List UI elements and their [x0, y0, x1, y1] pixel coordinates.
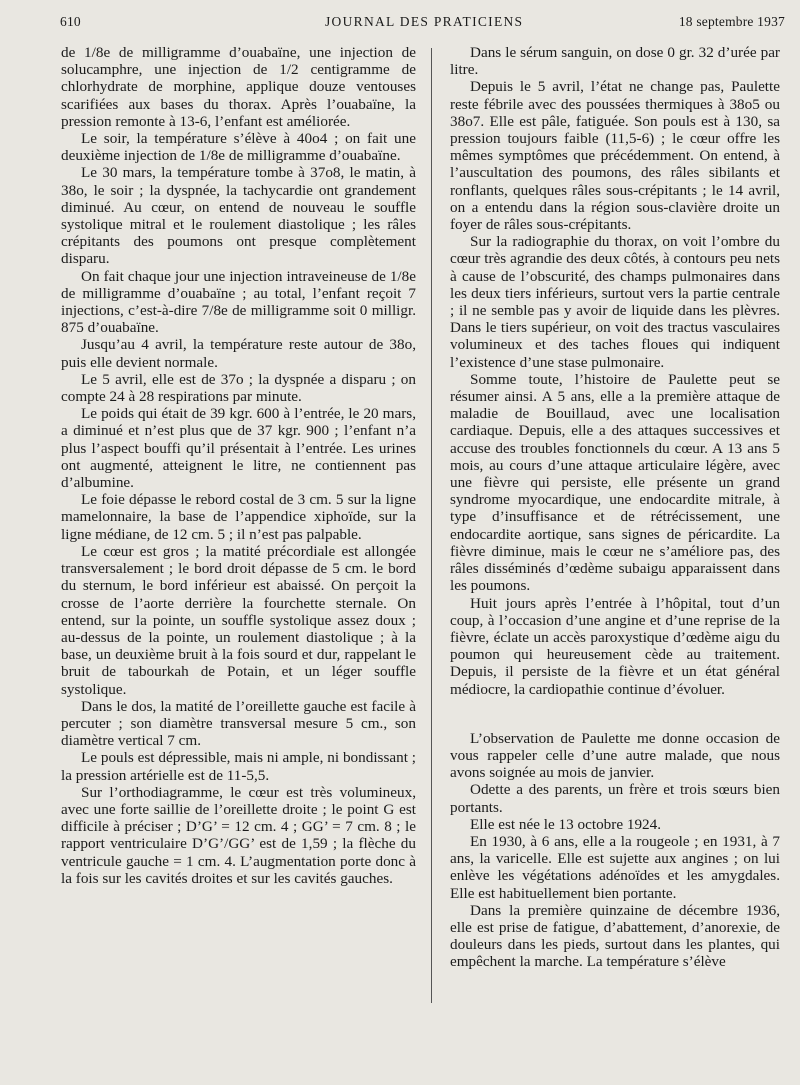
paragraph: Dans le sérum sanguin, on dose 0 gr. 32 d’urée par litre.: [450, 44, 780, 79]
paragraph: Dans la première quinzaine de décembre 1936, elle est prise de fatigue, d’abattement, d’anorexie, de douleurs dans les pieds, surtout dans les plantes, qui empêchent la marche. La température s’élève: [450, 901, 780, 971]
paragraph: Le 5 avril, elle est de 37o ; la dyspnée a disparu ; on compte 24 à 28 respirations par minute.: [61, 370, 416, 406]
paragraph: de 1/8e de milligramme d’ouabaïne, une injection de solucamphre, une injection de 1/2 centigramme de chlorhydrate de morphine, applique douze ventouses scarifiées aux bases du thorax. Après l’ouabaïne, la pression remonte à 13-6, l’enfant est améliorée.: [61, 44, 416, 130]
paragraph: Somme toute, l’histoire de Paulette peut se résumer ainsi. A 5 ans, elle a la première attaque de maladie de Bouillaud, avec une localisation cardiaque. Depuis, elle a des attaques successives et accuse des troubles fonctionnels du cœur. A 13 ans 5 mois, au cours d’une attaque articulaire légère, avec une fièvre qui persiste, elle présente un grand syndrome myocardique, une endocardite mitrale, à type d’insuffisance et de rétrécissement, une endocardite aortique, sans signes de péricardite. La fièvre diminue, mais le cœur ne s’améliore pas, des râles disséminés d’œdème subaigu apparaissent dans les poumons.: [450, 370, 780, 595]
paragraph: Le foie dépasse le rebord costal de 3 cm. 5 sur la ligne mamelonnaire, la base de l’appendice xiphoïde, sur la ligne médiane, de 12 cm. 5 ; il n’est pas palpable.: [61, 491, 416, 543]
right-column: [450, 44, 780, 971]
page-number: 610: [60, 14, 81, 29]
paragraph: Le 30 mars, la température tombe à 37o8, le matin, à 38o, le soir ; la dyspnée, la tachycardie ont grandement diminué. Au cœur, on entend de nouveau le souffle systolique mitral et le roulement diastolique ; les râles crépitants des poumons ont presque complètement disparu.: [61, 164, 416, 268]
paragraph: Le soir, la température s’élève à 40o4 ; on fait une deuxième injection de 1/8e de milligramme d’ouabaïne.: [61, 130, 416, 165]
column-divider: [431, 48, 432, 1003]
paragraph: Le pouls est dépressible, mais ni ample, ni bondissant ; la pression artérielle est de 11-5,5.: [61, 749, 416, 784]
paragraph: Odette a des parents, un frère et trois sœurs bien portants.: [450, 781, 780, 816]
paragraph: L’observation de Paulette me donne occasion de vous rappeler celle d’une autre malade, que nous avons soignée au mois de janvier.: [450, 729, 780, 782]
paragraph: Sur l’orthodiagramme, le cœur est très volumineux, avec une forte saillie de l’oreillette droite ; le point G est difficile à préciser ; D’G’ = 12 cm. 4 ; GG’ = 7 cm. 8 ; le rapport ventriculaire D’G’/GG’ est de 1,59 ; la flèche du ventricule gauche = 1 cm. 4. L’augmentation porte donc à la fois sur les cavités droites et sur les cavités gauches.: [61, 783, 416, 887]
paragraph: Le poids qui était de 39 kgr. 600 à l’entrée, le 20 mars, a diminué et n’est plus que de 37 kgr. 900 ; l’enfant n’a plus l’aspect bouffi qu’il présentait à l’entrée. Les urines ont augmenté, atteignent le litre, ne contiennent pas d’albumine.: [61, 405, 416, 492]
paragraph: On fait chaque jour une injection intraveineuse de 1/8e de milligramme d’ouabaïne ; au total, l’enfant reçoit 7 injections, c’est-à-dire 7/8e de milligramme soit 0 milligr. 875 d’ouabaïne.: [61, 267, 416, 337]
left-column: [61, 44, 416, 887]
paragraph: En 1930, à 6 ans, elle a la rougeole ; en 1931, à 7 ans, la varicelle. Elle est sujette aux angines ; on lui enlève les végétations adénoïdes et les amygdales. Elle est habituellement bien portante.: [450, 832, 780, 902]
paragraph: Le cœur est gros ; la matité précordiale est allongée transversalement ; le bord droit dépasse de 5 cm. le bord du sternum, le bord inférieur est abaissé. On perçoit la crosse de l’aorte derrière la fourchette sternale. On entend, sur la pointe, un souffle systolique assez doux ; au-dessus de la pointe, un roulement diastolique ; à la base, un deuxième bruit à la fois sourd et dur, rappelant le bruit de tabourkah de Potain, et un léger souffle systolique.: [61, 542, 416, 698]
paragraph: Huit jours après l’entrée à l’hôpital, tout d’un coup, à l’occasion d’une angine et d’une reprise de la fièvre, éclate un accès paroxystique d’œdème aigu du poumon qui heureusement cède au traitement. Depuis, il persiste de la fièvre et un état général médiocre, la cardiopathie continue d’évoluer.: [450, 594, 780, 698]
journal-title: JOURNAL DES PRATICIENS: [325, 14, 524, 29]
paragraph: Depuis le 5 avril, l’état ne change pas, Paulette reste fébrile avec des poussées thermiques à 38o5 ou 38o7. Elle est pâle, fatiguée. Son pouls est à 130, sa pression toujours faible (11,5-6) ; le cœur offre les mêmes symptômes que précédemment. On entend, à l’auscultation des poumons, des râles sibilants et ronflants, quelques râles sous-crépitants ; le 14 avril, on a entendu dans la région sous-clavière droite un foyer de râles sous-crépitants.: [450, 78, 780, 234]
paragraph: Sur la radiographie du thorax, on voit l’ombre du cœur très agrandie des deux côtés, à contours peu nets à cause de l’obscurité, des champs pulmonaires dans les deux tiers inférieurs, surtout vers la partie centrale ; il ne semble pas y avoir de liquide dans les plèvres. Dans le tiers supérieur, on voit des tractus vasculaires volumineux et des taches floues qui indiquent l’existence d’une stase pulmonaire.: [450, 233, 780, 371]
paragraph: Elle est née le 13 octobre 1924.: [470, 815, 662, 833]
issue-date: 18 septembre 1937: [678, 14, 785, 29]
paragraph: Dans le dos, la matité de l’oreillette gauche est facile à percuter ; son diamètre transversal mesure 5 cm., son diamètre vertical 7 cm.: [61, 697, 416, 750]
paragraph: Jusqu’au 4 avril, la température reste autour de 38o, puis elle devient normale.: [61, 336, 416, 371]
page-header: [60, 14, 785, 36]
